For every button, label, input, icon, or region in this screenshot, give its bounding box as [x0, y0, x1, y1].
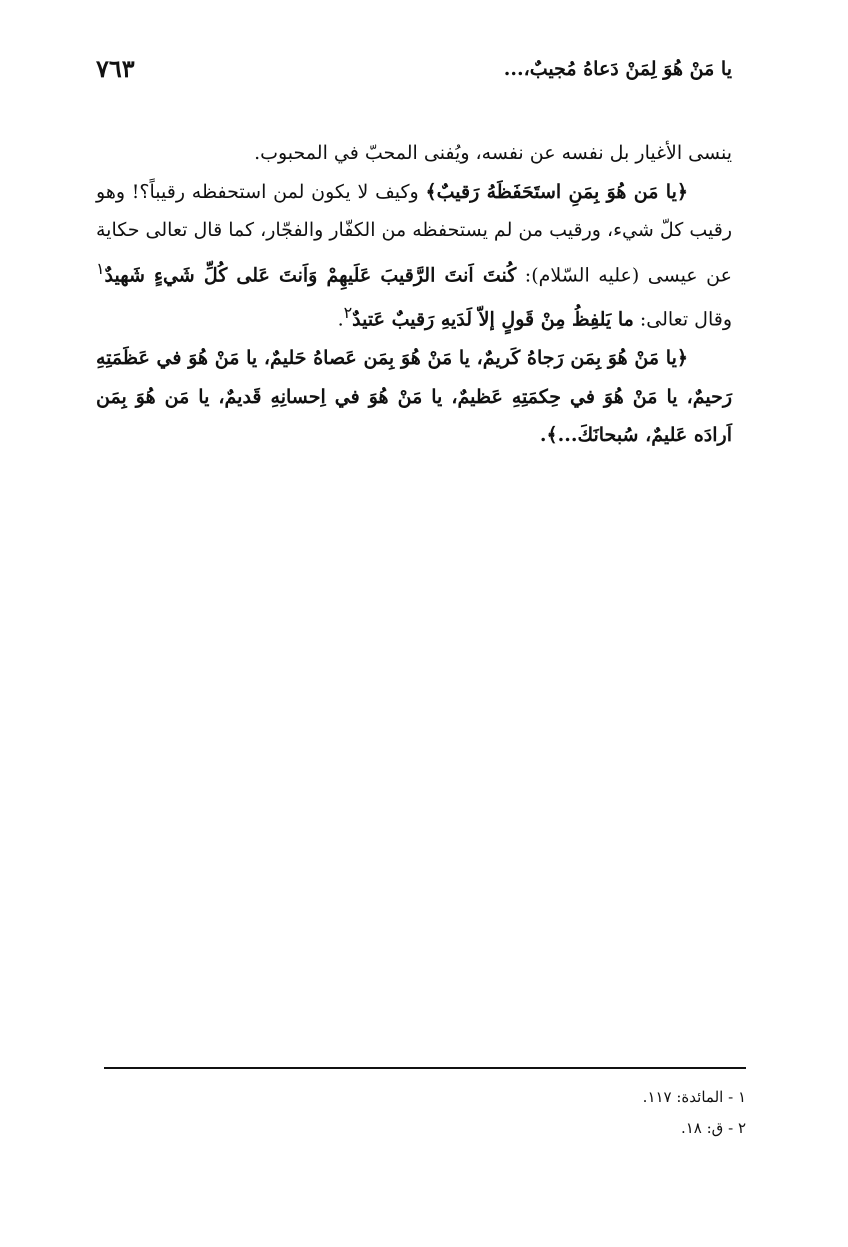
- quran-verse-2: ما يَلفِظُ مِنْ قَولٍ إلاّ لَدَيهِ رَقيبٌ عَتيدٌ: [352, 308, 634, 331]
- footnote-ref-2: ٢: [343, 303, 353, 323]
- footnote-2: ٢ - ق: ١٨.: [680, 1119, 746, 1137]
- paragraph-1: [96, 134, 732, 173]
- supplication-text: ﴿يا مَنْ هُوَ بِمَن رَجاهُ كَريمٌ، يا مَنْ هُوَ بِمَن عَصاهُ حَليمٌ، يا مَنْ هُوَ في عَظَمَتِهِ رَحيمٌ، يا مَنْ هُوَ في حِكمَتِهِ عَظيمٌ، يا مَنْ هُوَ في اِحسانِهِ قَديمٌ، يا مَن هُوَ بِمَن اَرادَه عَليمٌ، سُبحانَكَ...﴾.: [96, 347, 732, 447]
- footnotes: [104, 1082, 746, 1144]
- footnote-ref-1: ١: [96, 258, 105, 278]
- paragraph-3: [96, 339, 732, 455]
- supplication-quote: ﴿يا مَن هُوَ بِمَنِ استَحَفَظَهُ رَقيبٌ﴾: [425, 180, 688, 203]
- footnote-1: ١ - المائدة: ١١٧.: [642, 1088, 746, 1106]
- commentary-text-2: وقال تعالى:: [633, 308, 732, 331]
- commentary-text-3: .: [337, 308, 344, 331]
- paragraph-2: [96, 173, 732, 340]
- page-number: ٧٦٣: [96, 54, 135, 83]
- commentary-text: وكيف لا يكون لمن استحفظه رقيباً؟! وهو رقيب كلّ شيء، ورقيب من لم يستحفظه من الكفّار والفجّار، كما قال تعالى حكاية عن عيسى (عليه السّلام):: [96, 180, 732, 286]
- footnote-divider: [104, 1067, 746, 1069]
- running-title: يا مَنْ هُوَ لِمَنْ دَعاهُ مُجيبٌ،...: [503, 58, 732, 80]
- page-header: [96, 52, 732, 92]
- main-text: [96, 134, 732, 455]
- quran-verse-1: كُنتَ اَنتَ الرَّقيبَ عَلَيهِمْ وَاَنتَ عَلى كُلِّ شَيءٍ شَهيدٌ: [104, 263, 517, 286]
- paragraph-1-text: ينسى الأغيار بل نفسه عن نفسه، ويُفنى المحبّ في المحبوب.: [254, 142, 732, 164]
